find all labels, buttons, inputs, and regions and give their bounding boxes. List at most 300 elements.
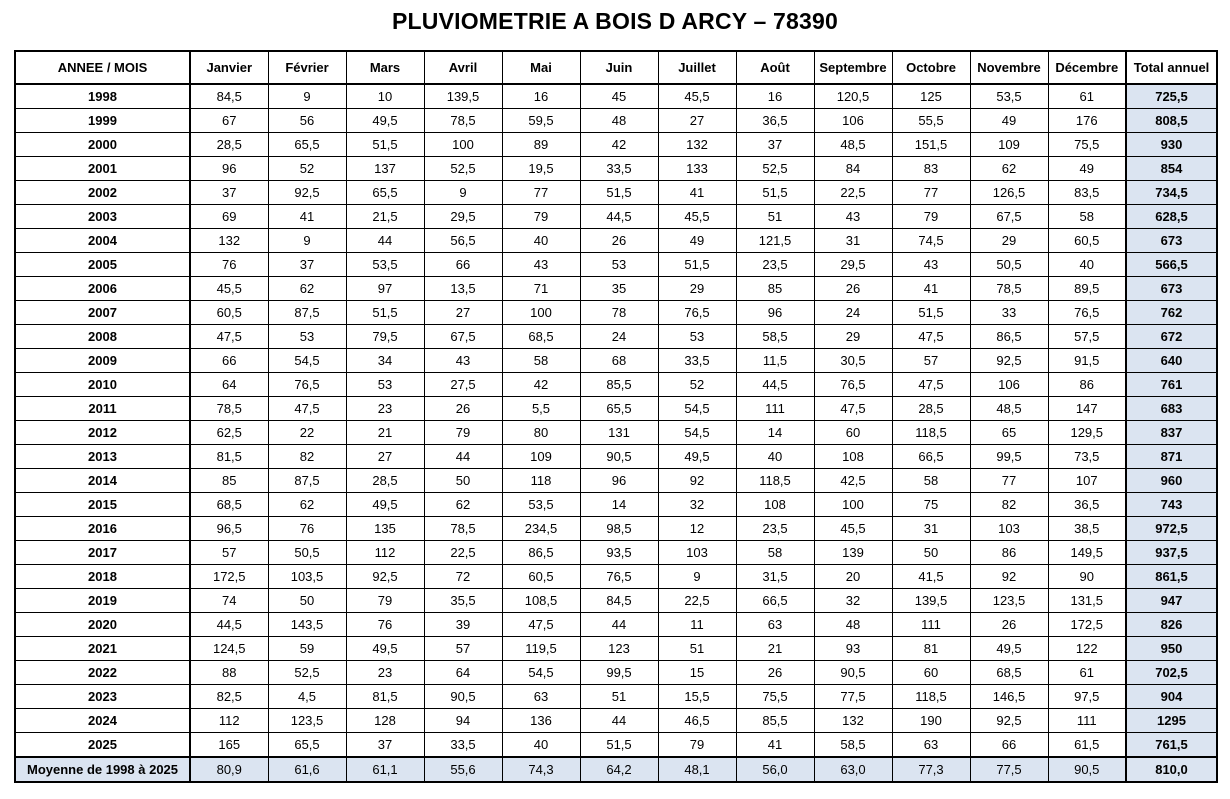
value-cell: 32 <box>658 493 736 517</box>
total-cell: 683 <box>1126 397 1217 421</box>
total-cell: 808,5 <box>1126 109 1217 133</box>
value-cell: 27 <box>424 301 502 325</box>
value-cell: 92,5 <box>970 349 1048 373</box>
value-cell: 46,5 <box>658 709 736 733</box>
value-cell: 47,5 <box>502 613 580 637</box>
year-cell: 2004 <box>15 229 190 253</box>
table-row <box>15 277 1217 301</box>
table-row <box>15 349 1217 373</box>
value-cell: 139 <box>814 541 892 565</box>
total-cell: 972,5 <box>1126 517 1217 541</box>
value-cell: 58 <box>892 469 970 493</box>
value-cell: 75 <box>892 493 970 517</box>
value-cell: 87,5 <box>268 469 346 493</box>
value-cell: 66 <box>970 733 1048 758</box>
year-cell: 2011 <box>15 397 190 421</box>
value-cell: 48,5 <box>814 133 892 157</box>
value-cell: 29 <box>814 325 892 349</box>
total-cell: 837 <box>1126 421 1217 445</box>
total-cell: 761 <box>1126 373 1217 397</box>
value-cell: 76 <box>190 253 268 277</box>
value-cell: 63 <box>736 613 814 637</box>
table-row <box>15 445 1217 469</box>
value-cell: 57,5 <box>1048 325 1126 349</box>
value-cell: 58,5 <box>814 733 892 758</box>
value-cell: 45,5 <box>658 84 736 109</box>
value-cell: 47,5 <box>268 397 346 421</box>
value-cell: 68 <box>580 349 658 373</box>
value-cell: 79 <box>424 421 502 445</box>
year-cell: 2024 <box>15 709 190 733</box>
table-body <box>15 84 1217 757</box>
value-cell: 108 <box>814 445 892 469</box>
value-cell: 23 <box>346 397 424 421</box>
value-cell: 103 <box>658 541 736 565</box>
total-cell: 947 <box>1126 589 1217 613</box>
value-cell: 77 <box>892 181 970 205</box>
value-cell: 81,5 <box>190 445 268 469</box>
value-cell: 99,5 <box>970 445 1048 469</box>
value-cell: 34 <box>346 349 424 373</box>
value-cell: 84 <box>814 157 892 181</box>
total-cell: 734,5 <box>1126 181 1217 205</box>
value-cell: 91,5 <box>1048 349 1126 373</box>
value-cell: 122 <box>1048 637 1126 661</box>
year-cell: 2009 <box>15 349 190 373</box>
value-cell: 12 <box>658 517 736 541</box>
value-cell: 54,5 <box>502 661 580 685</box>
value-cell: 37 <box>190 181 268 205</box>
value-cell: 77 <box>970 469 1048 493</box>
table-row <box>15 541 1217 565</box>
table-row <box>15 373 1217 397</box>
value-cell: 49,5 <box>658 445 736 469</box>
value-cell: 78,5 <box>424 517 502 541</box>
value-cell: 79 <box>658 733 736 758</box>
value-cell: 51,5 <box>580 733 658 758</box>
value-cell: 92 <box>970 565 1048 589</box>
value-cell: 51,5 <box>892 301 970 325</box>
value-cell: 81,5 <box>346 685 424 709</box>
value-cell: 55,5 <box>892 109 970 133</box>
value-cell: 26 <box>736 661 814 685</box>
value-cell: 103,5 <box>268 565 346 589</box>
value-cell: 66 <box>190 349 268 373</box>
value-cell: 49 <box>658 229 736 253</box>
value-cell: 24 <box>580 325 658 349</box>
value-cell: 76 <box>346 613 424 637</box>
total-cell: 761,5 <box>1126 733 1217 758</box>
value-cell: 176 <box>1048 109 1126 133</box>
value-cell: 22,5 <box>424 541 502 565</box>
value-cell: 60,5 <box>190 301 268 325</box>
value-cell: 90 <box>1048 565 1126 589</box>
value-cell: 49,5 <box>346 109 424 133</box>
value-cell: 108 <box>736 493 814 517</box>
value-cell: 107 <box>1048 469 1126 493</box>
value-cell: 89 <box>502 133 580 157</box>
value-cell: 149,5 <box>1048 541 1126 565</box>
value-cell: 43 <box>424 349 502 373</box>
year-cell: 2013 <box>15 445 190 469</box>
value-cell: 132 <box>658 133 736 157</box>
value-cell: 49,5 <box>970 637 1048 661</box>
value-cell: 24 <box>814 301 892 325</box>
value-cell: 44 <box>424 445 502 469</box>
value-cell: 50,5 <box>268 541 346 565</box>
value-cell: 90,5 <box>814 661 892 685</box>
table-row <box>15 565 1217 589</box>
year-cell: 2020 <box>15 613 190 637</box>
year-cell: 2014 <box>15 469 190 493</box>
value-cell: 51,5 <box>658 253 736 277</box>
header-month: Mai <box>502 51 580 84</box>
total-cell: 854 <box>1126 157 1217 181</box>
value-cell: 47,5 <box>814 397 892 421</box>
value-cell: 49,5 <box>346 493 424 517</box>
value-cell: 123,5 <box>970 589 1048 613</box>
value-cell: 33,5 <box>424 733 502 758</box>
value-cell: 88 <box>190 661 268 685</box>
total-cell: 937,5 <box>1126 541 1217 565</box>
table-row <box>15 205 1217 229</box>
table-row <box>15 397 1217 421</box>
value-cell: 43 <box>502 253 580 277</box>
rainfall-table <box>14 50 1218 783</box>
value-cell: 96 <box>736 301 814 325</box>
value-cell: 65,5 <box>268 733 346 758</box>
value-cell: 76 <box>268 517 346 541</box>
value-cell: 21 <box>736 637 814 661</box>
value-cell: 53 <box>658 325 736 349</box>
year-cell: 2001 <box>15 157 190 181</box>
table-row <box>15 157 1217 181</box>
value-cell: 82 <box>268 445 346 469</box>
value-cell: 77 <box>502 181 580 205</box>
value-cell: 96,5 <box>190 517 268 541</box>
value-cell: 36,5 <box>736 109 814 133</box>
value-cell: 49 <box>970 109 1048 133</box>
value-cell: 58 <box>736 541 814 565</box>
year-cell: 2005 <box>15 253 190 277</box>
value-cell: 97,5 <box>1048 685 1126 709</box>
header-month: Mars <box>346 51 424 84</box>
value-cell: 64 <box>190 373 268 397</box>
value-cell: 27,5 <box>424 373 502 397</box>
value-cell: 20 <box>814 565 892 589</box>
value-cell: 52 <box>268 157 346 181</box>
value-cell: 9 <box>424 181 502 205</box>
value-cell: 151,5 <box>892 133 970 157</box>
value-cell: 133 <box>658 157 736 181</box>
value-cell: 66,5 <box>892 445 970 469</box>
value-cell: 61,5 <box>1048 733 1126 758</box>
value-cell: 124,5 <box>190 637 268 661</box>
year-cell: 2012 <box>15 421 190 445</box>
total-cell: 673 <box>1126 229 1217 253</box>
value-cell: 43 <box>814 205 892 229</box>
table-row <box>15 469 1217 493</box>
value-cell: 94 <box>424 709 502 733</box>
value-cell: 76,5 <box>1048 301 1126 325</box>
value-cell: 49,5 <box>346 637 424 661</box>
average-row <box>15 757 1217 782</box>
page-title: PLUVIOMETRIE A BOIS D ARCY – 78390 <box>391 8 839 34</box>
value-cell: 60,5 <box>502 565 580 589</box>
value-cell: 97 <box>346 277 424 301</box>
average-total: 810,0 <box>1126 757 1217 782</box>
header-month: Juin <box>580 51 658 84</box>
total-cell: 960 <box>1126 469 1217 493</box>
value-cell: 131,5 <box>1048 589 1126 613</box>
value-cell: 85,5 <box>580 373 658 397</box>
value-cell: 135 <box>346 517 424 541</box>
value-cell: 68,5 <box>970 661 1048 685</box>
value-cell: 118,5 <box>892 421 970 445</box>
value-cell: 59 <box>268 637 346 661</box>
value-cell: 26 <box>970 613 1048 637</box>
table-row <box>15 301 1217 325</box>
value-cell: 58 <box>1048 205 1126 229</box>
value-cell: 53,5 <box>502 493 580 517</box>
value-cell: 69 <box>190 205 268 229</box>
value-cell: 62,5 <box>190 421 268 445</box>
value-cell: 118,5 <box>736 469 814 493</box>
value-cell: 64 <box>424 661 502 685</box>
value-cell: 29 <box>970 229 1048 253</box>
total-cell: 725,5 <box>1126 84 1217 109</box>
value-cell: 52,5 <box>424 157 502 181</box>
value-cell: 67,5 <box>424 325 502 349</box>
value-cell: 132 <box>814 709 892 733</box>
value-cell: 44,5 <box>190 613 268 637</box>
value-cell: 92 <box>658 469 736 493</box>
average-label: Moyenne de 1998 à 2025 <box>15 757 190 782</box>
header-month: Février <box>268 51 346 84</box>
total-cell: 640 <box>1126 349 1217 373</box>
value-cell: 172,5 <box>1048 613 1126 637</box>
year-cell: 1998 <box>15 84 190 109</box>
average-cell: 63,0 <box>814 757 892 782</box>
table-row <box>15 109 1217 133</box>
value-cell: 165 <box>190 733 268 758</box>
value-cell: 66,5 <box>736 589 814 613</box>
value-cell: 54,5 <box>268 349 346 373</box>
value-cell: 79 <box>346 589 424 613</box>
value-cell: 26 <box>580 229 658 253</box>
value-cell: 58,5 <box>736 325 814 349</box>
value-cell: 119,5 <box>502 637 580 661</box>
value-cell: 136 <box>502 709 580 733</box>
header-corner: ANNEE / MOIS <box>15 51 190 84</box>
year-cell: 2025 <box>15 733 190 758</box>
value-cell: 93 <box>814 637 892 661</box>
value-cell: 63 <box>502 685 580 709</box>
table-row <box>15 493 1217 517</box>
value-cell: 48,5 <box>970 397 1048 421</box>
value-cell: 92,5 <box>970 709 1048 733</box>
value-cell: 126,5 <box>970 181 1048 205</box>
average-cell: 61,6 <box>268 757 346 782</box>
value-cell: 16 <box>502 84 580 109</box>
value-cell: 28,5 <box>190 133 268 157</box>
value-cell: 103 <box>970 517 1048 541</box>
value-cell: 118 <box>502 469 580 493</box>
value-cell: 85 <box>190 469 268 493</box>
table-row <box>15 733 1217 758</box>
year-cell: 2018 <box>15 565 190 589</box>
value-cell: 52,5 <box>736 157 814 181</box>
value-cell: 111 <box>736 397 814 421</box>
value-cell: 11 <box>658 613 736 637</box>
value-cell: 37 <box>346 733 424 758</box>
value-cell: 60,5 <box>1048 229 1126 253</box>
value-cell: 30,5 <box>814 349 892 373</box>
value-cell: 60 <box>892 661 970 685</box>
value-cell: 72 <box>424 565 502 589</box>
value-cell: 77,5 <box>814 685 892 709</box>
header-row <box>15 51 1217 84</box>
value-cell: 14 <box>736 421 814 445</box>
value-cell: 45,5 <box>658 205 736 229</box>
value-cell: 85 <box>736 277 814 301</box>
value-cell: 33 <box>970 301 1048 325</box>
value-cell: 86 <box>1048 373 1126 397</box>
average-cell: 80,9 <box>190 757 268 782</box>
year-cell: 2008 <box>15 325 190 349</box>
total-cell: 566,5 <box>1126 253 1217 277</box>
value-cell: 132 <box>190 229 268 253</box>
total-cell: 762 <box>1126 301 1217 325</box>
value-cell: 118,5 <box>892 685 970 709</box>
value-cell: 73,5 <box>1048 445 1126 469</box>
value-cell: 62 <box>424 493 502 517</box>
value-cell: 234,5 <box>502 517 580 541</box>
value-cell: 76,5 <box>268 373 346 397</box>
year-cell: 2022 <box>15 661 190 685</box>
value-cell: 40 <box>502 229 580 253</box>
value-cell: 19,5 <box>502 157 580 181</box>
value-cell: 79 <box>892 205 970 229</box>
value-cell: 22 <box>268 421 346 445</box>
value-cell: 139,5 <box>424 84 502 109</box>
average-cell: 77,5 <box>970 757 1048 782</box>
total-cell: 702,5 <box>1126 661 1217 685</box>
value-cell: 62 <box>268 277 346 301</box>
header-month: Août <box>736 51 814 84</box>
table-row <box>15 589 1217 613</box>
value-cell: 121,5 <box>736 229 814 253</box>
table-row <box>15 229 1217 253</box>
value-cell: 111 <box>1048 709 1126 733</box>
value-cell: 90,5 <box>580 445 658 469</box>
value-cell: 43 <box>892 253 970 277</box>
value-cell: 27 <box>346 445 424 469</box>
value-cell: 38,5 <box>1048 517 1126 541</box>
value-cell: 81 <box>892 637 970 661</box>
value-cell: 40 <box>1048 253 1126 277</box>
value-cell: 57 <box>892 349 970 373</box>
total-cell: 826 <box>1126 613 1217 637</box>
value-cell: 87,5 <box>268 301 346 325</box>
value-cell: 49 <box>1048 157 1126 181</box>
value-cell: 54,5 <box>658 421 736 445</box>
average-cell: 77,3 <box>892 757 970 782</box>
value-cell: 61 <box>1048 84 1126 109</box>
value-cell: 41 <box>736 733 814 758</box>
value-cell: 75,5 <box>736 685 814 709</box>
value-cell: 57 <box>190 541 268 565</box>
total-cell: 950 <box>1126 637 1217 661</box>
value-cell: 93,5 <box>580 541 658 565</box>
value-cell: 9 <box>268 84 346 109</box>
value-cell: 50 <box>892 541 970 565</box>
table-row <box>15 421 1217 445</box>
header-month: Juillet <box>658 51 736 84</box>
value-cell: 53 <box>268 325 346 349</box>
table-row <box>15 253 1217 277</box>
value-cell: 58 <box>502 349 580 373</box>
year-cell: 2023 <box>15 685 190 709</box>
value-cell: 86,5 <box>502 541 580 565</box>
total-cell: 930 <box>1126 133 1217 157</box>
value-cell: 92,5 <box>346 565 424 589</box>
value-cell: 123,5 <box>268 709 346 733</box>
value-cell: 33,5 <box>580 157 658 181</box>
value-cell: 32 <box>814 589 892 613</box>
value-cell: 68,5 <box>502 325 580 349</box>
value-cell: 120,5 <box>814 84 892 109</box>
value-cell: 21,5 <box>346 205 424 229</box>
table-row <box>15 685 1217 709</box>
value-cell: 76,5 <box>658 301 736 325</box>
average-cell: 74,3 <box>502 757 580 782</box>
average-cell: 61,1 <box>346 757 424 782</box>
year-cell: 2015 <box>15 493 190 517</box>
value-cell: 82 <box>970 493 1048 517</box>
value-cell: 172,5 <box>190 565 268 589</box>
value-cell: 76,5 <box>580 565 658 589</box>
value-cell: 45,5 <box>190 277 268 301</box>
header-month: Octobre <box>892 51 970 84</box>
value-cell: 4,5 <box>268 685 346 709</box>
value-cell: 50 <box>268 589 346 613</box>
value-cell: 78,5 <box>970 277 1048 301</box>
value-cell: 48 <box>814 613 892 637</box>
value-cell: 60 <box>814 421 892 445</box>
value-cell: 51,5 <box>736 181 814 205</box>
total-cell: 628,5 <box>1126 205 1217 229</box>
value-cell: 90,5 <box>424 685 502 709</box>
year-cell: 1999 <box>15 109 190 133</box>
total-cell: 672 <box>1126 325 1217 349</box>
value-cell: 68,5 <box>190 493 268 517</box>
value-cell: 23 <box>346 661 424 685</box>
value-cell: 52,5 <box>268 661 346 685</box>
value-cell: 112 <box>346 541 424 565</box>
value-cell: 29,5 <box>814 253 892 277</box>
value-cell: 112 <box>190 709 268 733</box>
year-cell: 2006 <box>15 277 190 301</box>
value-cell: 100 <box>424 133 502 157</box>
value-cell: 44 <box>346 229 424 253</box>
value-cell: 78,5 <box>190 397 268 421</box>
value-cell: 15,5 <box>658 685 736 709</box>
table-row <box>15 613 1217 637</box>
value-cell: 48 <box>580 109 658 133</box>
table-row <box>15 84 1217 109</box>
year-cell: 2017 <box>15 541 190 565</box>
